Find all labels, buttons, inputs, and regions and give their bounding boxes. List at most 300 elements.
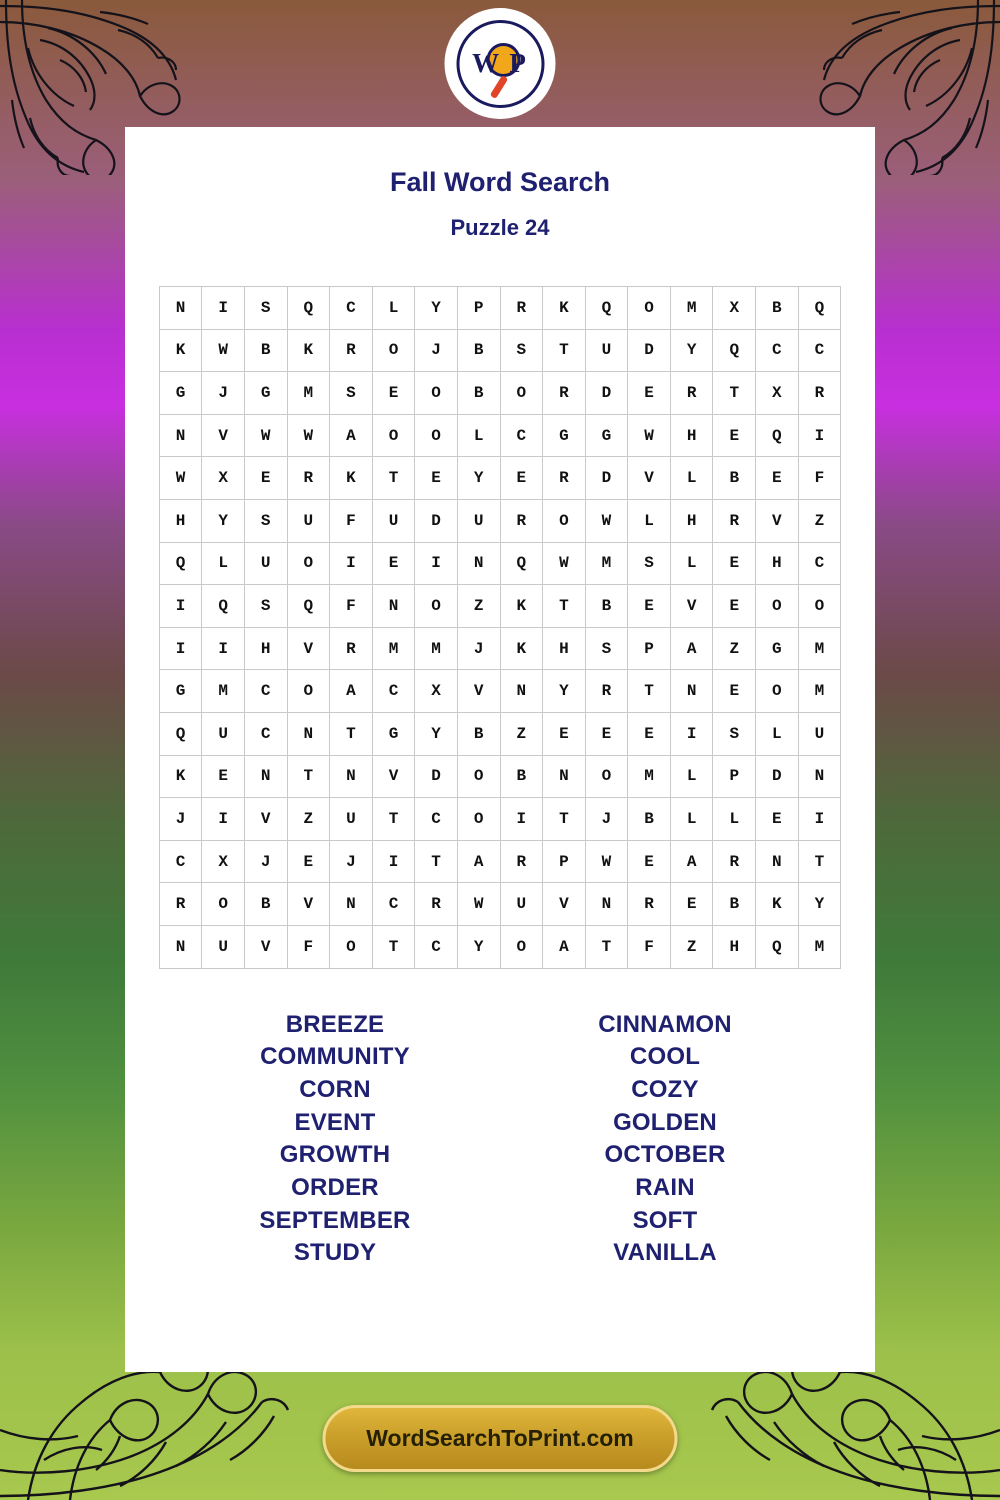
grid-cell[interactable]: O [202,883,245,926]
grid-cell[interactable]: B [244,329,287,372]
word-search-grid[interactable] [159,286,842,969]
grid-cell[interactable]: T [798,840,841,883]
logo-letters: W P [472,48,528,78]
grid-cell[interactable]: V [372,755,415,798]
grid-cell[interactable]: M [372,627,415,670]
grid-cell[interactable]: D [628,329,671,372]
grid-cell[interactable]: M [287,372,330,415]
grid-cell[interactable]: O [798,585,841,628]
word-list-item: COZY [631,1075,699,1103]
grid-cell[interactable]: C [415,798,458,841]
grid-cell[interactable]: M [628,755,671,798]
grid-cell[interactable]: Z [457,585,500,628]
grid-cell[interactable]: H [244,627,287,670]
website-badge-label: WordSearchToPrint.com [366,1425,634,1451]
grid-cell[interactable]: Y [457,457,500,500]
grid-cell[interactable]: E [713,670,756,713]
grid-cell[interactable]: W [628,414,671,457]
word-list-item: OCTOBER [604,1141,726,1169]
grid-cell[interactable]: Q [756,414,799,457]
grid-cell[interactable]: K [756,883,799,926]
grid-cell[interactable]: C [244,712,287,755]
grid-cell[interactable]: C [244,670,287,713]
grid-cell[interactable]: A [330,670,373,713]
grid-cell[interactable]: Z [287,798,330,841]
grid-cell[interactable]: W [287,414,330,457]
grid-cell[interactable]: E [713,585,756,628]
word-list-item: SEPTEMBER [259,1206,411,1234]
grid-cell[interactable]: T [372,457,415,500]
grid-cell[interactable]: I [415,542,458,585]
word-list-item: COOL [629,1043,701,1071]
grid-cell[interactable]: C [372,883,415,926]
grid-cell[interactable]: V [457,670,500,713]
grid-cell[interactable]: A [330,414,373,457]
grid-cell[interactable]: Y [415,712,458,755]
grid-cell[interactable]: L [670,755,713,798]
grid-cell[interactable]: N [159,287,202,330]
grid-cell[interactable]: H [756,542,799,585]
grid-cell[interactable]: U [585,329,628,372]
grid-cell[interactable]: N [457,542,500,585]
grid-cell[interactable]: N [159,414,202,457]
grid-cell[interactable]: A [543,925,586,968]
grid-cell[interactable]: H [543,627,586,670]
grid-cell[interactable]: L [670,542,713,585]
grid-cell[interactable]: H [670,499,713,542]
grid-row [159,712,841,755]
grid-row [159,499,841,542]
grid-cell[interactable]: O [543,499,586,542]
grid-cell[interactable]: E [713,414,756,457]
grid-cell[interactable]: K [159,329,202,372]
grid-cell[interactable]: O [415,414,458,457]
grid-cell[interactable]: N [756,840,799,883]
grid-cell[interactable]: S [628,542,671,585]
grid-cell[interactable]: T [372,925,415,968]
grid-cell[interactable]: M [798,670,841,713]
grid-cell[interactable]: C [330,287,373,330]
grid-cell[interactable]: G [159,670,202,713]
word-list-column-left [170,1009,500,1271]
grid-row [159,840,841,883]
grid-cell[interactable]: C [159,840,202,883]
grid-cell[interactable]: Y [457,925,500,968]
grid-cell[interactable]: L [670,457,713,500]
grid-cell[interactable]: Q [585,287,628,330]
grid-cell[interactable]: D [585,457,628,500]
grid-cell[interactable]: T [713,372,756,415]
grid-cell[interactable]: K [543,287,586,330]
grid-cell[interactable]: T [287,755,330,798]
grid-cell[interactable]: B [585,585,628,628]
grid-cell[interactable]: J [457,627,500,670]
grid-cell[interactable]: V [628,457,671,500]
word-list [125,1009,875,1271]
word-list-item: STUDY [293,1239,377,1267]
grid-cell[interactable]: X [202,840,245,883]
grid-cell[interactable]: Q [756,925,799,968]
grid-cell[interactable]: G [756,627,799,670]
word-list-item: EVENT [294,1108,376,1136]
grid-cell[interactable]: X [202,457,245,500]
word-list-item: CORN [299,1075,371,1103]
grid-cell[interactable]: A [457,840,500,883]
grid-cell[interactable]: E [372,372,415,415]
grid-cell[interactable]: S [244,287,287,330]
grid-cell[interactable]: R [500,840,543,883]
grid-cell[interactable]: D [415,755,458,798]
grid-cell[interactable]: G [244,372,287,415]
word-list-item: GROWTH [279,1141,391,1169]
grid-cell[interactable]: E [628,840,671,883]
grid-cell[interactable]: O [628,287,671,330]
grid-cell[interactable]: N [543,755,586,798]
grid-cell[interactable]: E [500,457,543,500]
logo-circle [456,20,544,108]
grid-cell[interactable]: B [457,372,500,415]
grid-row [159,627,841,670]
word-list-item: RAIN [635,1174,695,1202]
grid-cell[interactable]: V [244,925,287,968]
grid-cell[interactable]: T [543,585,586,628]
word-list-column-right [500,1009,830,1271]
grid-cell[interactable]: C [500,414,543,457]
word-list-item: BREEZE [285,1010,385,1038]
grid-cell[interactable]: O [415,372,458,415]
grid-cell[interactable]: O [287,670,330,713]
grid-cell[interactable]: B [713,457,756,500]
grid-cell[interactable]: E [670,883,713,926]
grid-cell[interactable]: B [244,883,287,926]
grid-cell[interactable]: E [585,712,628,755]
grid-cell[interactable]: T [330,712,373,755]
grid-cell[interactable]: M [585,542,628,585]
grid-cell[interactable]: G [372,712,415,755]
grid-cell[interactable]: R [500,287,543,330]
grid-row [159,457,841,500]
grid-cell[interactable]: O [415,585,458,628]
grid-cell[interactable]: G [585,414,628,457]
grid-cell[interactable]: L [756,712,799,755]
grid-cell[interactable]: O [372,414,415,457]
grid-cell[interactable]: N [500,670,543,713]
grid-cell[interactable]: U [500,883,543,926]
grid-cell[interactable]: W [159,457,202,500]
grid-cell[interactable]: L [202,542,245,585]
grid-cell[interactable]: I [798,798,841,841]
grid-cell[interactable]: Y [543,670,586,713]
grid-cell[interactable]: V [670,585,713,628]
grid-cell[interactable]: B [628,798,671,841]
grid-cell[interactable]: R [330,627,373,670]
grid-cell[interactable]: L [372,287,415,330]
word-search-grid-wrapper [125,286,875,969]
grid-cell[interactable]: W [202,329,245,372]
grid-cell[interactable]: V [244,798,287,841]
grid-cell[interactable]: N [585,883,628,926]
grid-cell[interactable]: K [287,329,330,372]
grid-cell[interactable]: J [585,798,628,841]
grid-cell[interactable]: E [543,712,586,755]
grid-cell[interactable]: O [585,755,628,798]
grid-cell[interactable]: B [756,287,799,330]
grid-cell[interactable]: E [372,542,415,585]
grid-cell[interactable]: I [372,840,415,883]
grid-cell[interactable]: D [756,755,799,798]
grid-row [159,329,841,372]
grid-cell[interactable]: R [628,883,671,926]
grid-cell[interactable]: O [500,372,543,415]
grid-cell[interactable]: O [756,585,799,628]
grid-cell[interactable]: N [798,755,841,798]
grid-cell[interactable]: L [670,798,713,841]
grid-cell[interactable]: F [330,585,373,628]
grid-cell[interactable]: G [543,414,586,457]
grid-cell[interactable]: R [330,329,373,372]
grid-cell[interactable]: O [330,925,373,968]
grid-cell[interactable]: O [457,798,500,841]
grid-cell[interactable]: I [202,627,245,670]
grid-cell[interactable]: E [628,585,671,628]
grid-cell[interactable]: J [202,372,245,415]
grid-cell[interactable]: R [798,372,841,415]
grid-cell[interactable]: B [713,883,756,926]
grid-cell[interactable]: V [543,883,586,926]
grid-cell[interactable]: T [585,925,628,968]
grid-cell[interactable]: V [202,414,245,457]
grid-cell[interactable]: D [585,372,628,415]
grid-row [159,287,841,330]
grid-cell[interactable]: L [628,499,671,542]
grid-cell[interactable]: Q [713,329,756,372]
grid-cell[interactable]: P [713,755,756,798]
grid-row [159,883,841,926]
grid-cell[interactable]: D [415,499,458,542]
grid-cell[interactable]: H [713,925,756,968]
grid-cell[interactable]: Z [798,499,841,542]
grid-cell[interactable]: S [244,585,287,628]
grid-cell[interactable]: X [415,670,458,713]
grid-cell[interactable]: R [543,372,586,415]
grid-cell[interactable]: R [670,372,713,415]
grid-cell[interactable]: P [543,840,586,883]
grid-cell[interactable]: E [628,712,671,755]
grid-cell[interactable]: J [415,329,458,372]
grid-cell[interactable]: I [798,414,841,457]
grid-cell[interactable]: G [159,372,202,415]
grid-cell[interactable]: R [713,840,756,883]
grid-cell[interactable]: W [585,840,628,883]
grid-cell[interactable]: R [159,883,202,926]
grid-cell[interactable]: Q [500,542,543,585]
grid-cell[interactable]: C [798,329,841,372]
grid-cell[interactable]: U [244,542,287,585]
grid-cell[interactable]: H [670,414,713,457]
word-list-item: ORDER [291,1174,379,1202]
grid-cell[interactable]: V [287,627,330,670]
grid-cell[interactable]: N [670,670,713,713]
grid-cell[interactable]: U [202,925,245,968]
grid-cell[interactable]: E [628,372,671,415]
page-subtitle: Puzzle 24 [450,215,550,240]
grid-cell[interactable]: R [543,457,586,500]
grid-cell[interactable]: T [543,329,586,372]
grid-cell[interactable]: Y [670,329,713,372]
grid-cell[interactable]: R [415,883,458,926]
grid-cell[interactable]: S [330,372,373,415]
grid-cell[interactable]: F [628,925,671,968]
grid-cell[interactable]: H [159,499,202,542]
word-list-item: VANILLA [613,1239,717,1267]
grid-cell[interactable]: C [372,670,415,713]
grid-cell[interactable]: U [798,712,841,755]
grid-cell[interactable]: F [798,457,841,500]
grid-cell[interactable]: Q [798,287,841,330]
grid-cell[interactable]: F [330,499,373,542]
grid-cell[interactable]: Z [713,627,756,670]
grid-cell[interactable]: Q [287,287,330,330]
word-list-item: GOLDEN [613,1108,717,1136]
grid-cell[interactable]: M [670,287,713,330]
grid-row [159,372,841,415]
grid-cell[interactable]: Q [202,585,245,628]
grid-cell[interactable]: I [500,798,543,841]
grid-cell[interactable]: S [500,329,543,372]
grid-cell[interactable]: E [756,457,799,500]
puzzle-page [125,127,875,1372]
grid-cell[interactable]: R [500,499,543,542]
grid-cell[interactable]: I [159,627,202,670]
grid-cell[interactable]: U [372,499,415,542]
grid-cell[interactable]: N [159,925,202,968]
grid-cell[interactable]: K [500,585,543,628]
grid-cell[interactable]: E [713,542,756,585]
grid-cell[interactable]: W [457,883,500,926]
grid-cell[interactable]: J [330,840,373,883]
grid-cell[interactable]: I [202,287,245,330]
grid-cell[interactable]: A [670,840,713,883]
grid-cell[interactable]: T [628,670,671,713]
grid-cell[interactable]: Q [159,712,202,755]
grid-cell[interactable]: E [202,755,245,798]
grid-cell[interactable]: Y [415,287,458,330]
grid-cell[interactable]: Y [798,883,841,926]
grid-cell[interactable]: W [543,542,586,585]
grid-row [159,670,841,713]
grid-cell[interactable]: S [244,499,287,542]
grid-cell[interactable]: T [415,840,458,883]
grid-row [159,585,841,628]
grid-cell[interactable]: R [713,499,756,542]
grid-cell[interactable]: U [202,712,245,755]
grid-cell[interactable]: F [287,925,330,968]
grid-cell[interactable]: E [415,457,458,500]
site-logo [448,11,553,116]
grid-cell[interactable]: M [798,627,841,670]
grid-cell[interactable]: N [330,883,373,926]
grid-cell[interactable]: L [457,414,500,457]
website-badge[interactable] [323,1405,678,1472]
grid-cell[interactable]: T [543,798,586,841]
grid-cell[interactable]: W [585,499,628,542]
grid-cell[interactable]: X [756,372,799,415]
grid-cell[interactable]: U [457,499,500,542]
grid-cell[interactable]: L [713,798,756,841]
grid-cell[interactable]: M [202,670,245,713]
grid-cell[interactable]: P [457,287,500,330]
grid-cell[interactable]: O [756,670,799,713]
grid-cell[interactable]: X [713,287,756,330]
grid-cell[interactable]: J [159,798,202,841]
grid-cell[interactable]: K [159,755,202,798]
grid-cell[interactable]: V [287,883,330,926]
grid-cell[interactable]: M [415,627,458,670]
grid-cell[interactable]: B [500,755,543,798]
grid-cell[interactable]: T [372,798,415,841]
grid-cell[interactable]: I [202,798,245,841]
grid-cell[interactable]: E [287,840,330,883]
grid-cell[interactable]: V [756,499,799,542]
grid-cell[interactable]: C [415,925,458,968]
grid-cell[interactable]: Z [500,712,543,755]
grid-cell[interactable]: N [287,712,330,755]
grid-cell[interactable]: R [585,670,628,713]
grid-cell[interactable]: C [756,329,799,372]
grid-cell[interactable]: P [628,627,671,670]
grid-cell[interactable]: I [330,542,373,585]
grid-cell[interactable]: S [713,712,756,755]
grid-cell[interactable]: Q [159,542,202,585]
grid-cell[interactable]: K [330,457,373,500]
grid-cell[interactable]: I [670,712,713,755]
grid-row [159,755,841,798]
grid-cell[interactable]: I [159,585,202,628]
grid-cell[interactable]: M [798,925,841,968]
grid-cell[interactable]: S [585,627,628,670]
grid-row [159,925,841,968]
grid-cell[interactable]: C [798,542,841,585]
grid-row [159,798,841,841]
grid-cell[interactable]: O [500,925,543,968]
page-title: Fall Word Search [389,167,611,197]
grid-cell[interactable]: Q [287,585,330,628]
grid-cell[interactable]: R [287,457,330,500]
grid-cell[interactable]: N [244,755,287,798]
grid-cell[interactable]: N [372,585,415,628]
grid-row [159,414,841,457]
grid-row [159,542,841,585]
grid-cell[interactable]: O [372,329,415,372]
grid-cell[interactable]: E [244,457,287,500]
word-list-item: SOFT [632,1206,698,1234]
word-list-item: CINNAMON [598,1010,732,1038]
grid-cell[interactable]: W [244,414,287,457]
grid-cell[interactable]: U [330,798,373,841]
grid-cell[interactable]: Y [202,499,245,542]
grid-cell[interactable]: J [244,840,287,883]
grid-cell[interactable]: B [457,329,500,372]
grid-cell[interactable]: O [457,755,500,798]
grid-cell[interactable]: K [500,627,543,670]
grid-cell[interactable]: O [287,542,330,585]
grid-cell[interactable]: U [287,499,330,542]
grid-cell[interactable]: N [330,755,373,798]
grid-cell[interactable]: Z [670,925,713,968]
grid-cell[interactable]: B [457,712,500,755]
grid-cell[interactable]: A [670,627,713,670]
grid-cell[interactable]: E [756,798,799,841]
